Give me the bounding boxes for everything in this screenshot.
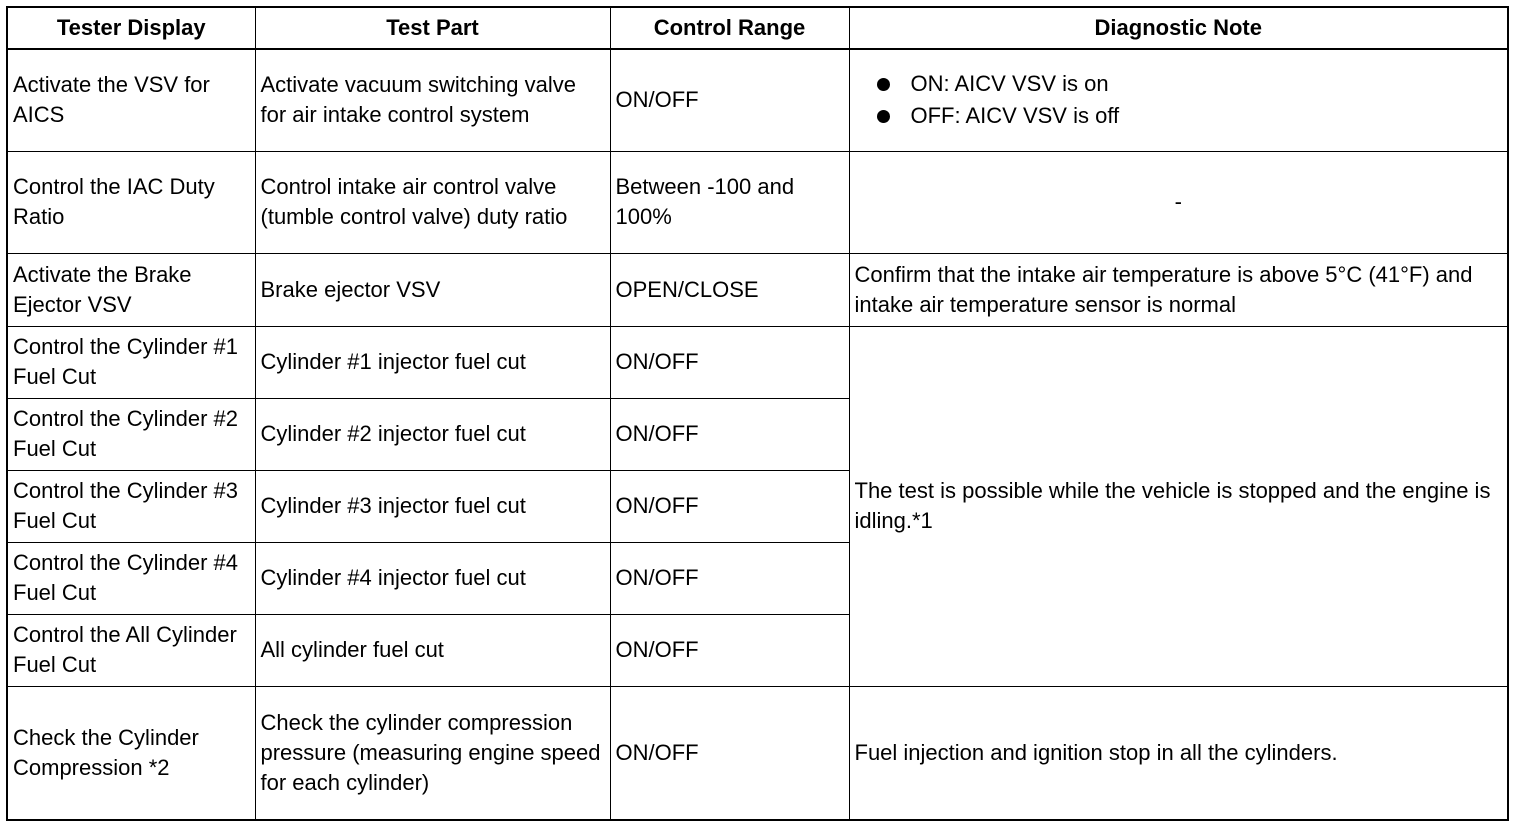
active-test-table-container xyxy=(6,6,1507,821)
header-control-range: Control Range xyxy=(610,7,849,49)
cell-tester-display: Control the Cylinder #1 Fuel Cut xyxy=(7,326,255,398)
cell-diagnostic-note-fuel-cut: The test is possible while the vehicle is stopped and the engine is idling.*1 xyxy=(849,326,1508,686)
cell-tester-display: Control the Cylinder #2 Fuel Cut xyxy=(7,398,255,470)
cell-control-range: ON/OFF xyxy=(610,614,849,686)
cell-diagnostic-note: Confirm that the intake air temperature is above 5°C (41°F) and intake air temperature sensor is normal xyxy=(849,253,1508,326)
cell-diagnostic-note xyxy=(849,49,1508,151)
cell-control-range: ON/OFF xyxy=(610,326,849,398)
note-bullet-item: OFF: AICV VSV is off xyxy=(873,100,1503,132)
active-test-table xyxy=(6,6,1509,821)
cell-test-part: Activate vacuum switching valve for air intake control system xyxy=(255,49,610,151)
table-row xyxy=(7,253,1508,326)
cell-test-part: Brake ejector VSV xyxy=(255,253,610,326)
table-row xyxy=(7,151,1508,253)
cell-control-range: ON/OFF xyxy=(610,49,849,151)
cell-test-part: Cylinder #4 injector fuel cut xyxy=(255,542,610,614)
header-row xyxy=(7,7,1508,49)
cell-diagnostic-note: Fuel injection and ignition stop in all the cylinders. xyxy=(849,686,1508,820)
cell-tester-display: Control the Cylinder #4 Fuel Cut xyxy=(7,542,255,614)
cell-test-part: Cylinder #3 injector fuel cut xyxy=(255,470,610,542)
header-diagnostic-note: Diagnostic Note xyxy=(849,7,1508,49)
cell-test-part: Cylinder #2 injector fuel cut xyxy=(255,398,610,470)
table-row xyxy=(7,686,1508,820)
cell-tester-display: Activate the VSV for AICS xyxy=(7,49,255,151)
cell-control-range: ON/OFF xyxy=(610,686,849,820)
table-row xyxy=(7,326,1508,398)
note-bullet-list xyxy=(855,68,1503,132)
cell-control-range: ON/OFF xyxy=(610,398,849,470)
cell-tester-display: Check the Cylinder Compression *2 xyxy=(7,686,255,820)
note-bullet-item: ON: AICV VSV is on xyxy=(873,68,1503,100)
cell-control-range: ON/OFF xyxy=(610,470,849,542)
cell-control-range: ON/OFF xyxy=(610,542,849,614)
cell-control-range: OPEN/CLOSE xyxy=(610,253,849,326)
cell-tester-display: Control the Cylinder #3 Fuel Cut xyxy=(7,470,255,542)
cell-test-part: Cylinder #1 injector fuel cut xyxy=(255,326,610,398)
cell-control-range: Between -100 and 100% xyxy=(610,151,849,253)
cell-test-part: Check the cylinder compression pressure (measuring engine speed for each cylinder) xyxy=(255,686,610,820)
cell-tester-display: Control the IAC Duty Ratio xyxy=(7,151,255,253)
cell-tester-display: Activate the Brake Ejector VSV xyxy=(7,253,255,326)
cell-diagnostic-note: - xyxy=(849,151,1508,253)
header-test-part: Test Part xyxy=(255,7,610,49)
table-row xyxy=(7,49,1508,151)
header-tester-display: Tester Display xyxy=(7,7,255,49)
cell-test-part: All cylinder fuel cut xyxy=(255,614,610,686)
cell-tester-display: Control the All Cylinder Fuel Cut xyxy=(7,614,255,686)
cell-test-part: Control intake air control valve (tumble control valve) duty ratio xyxy=(255,151,610,253)
